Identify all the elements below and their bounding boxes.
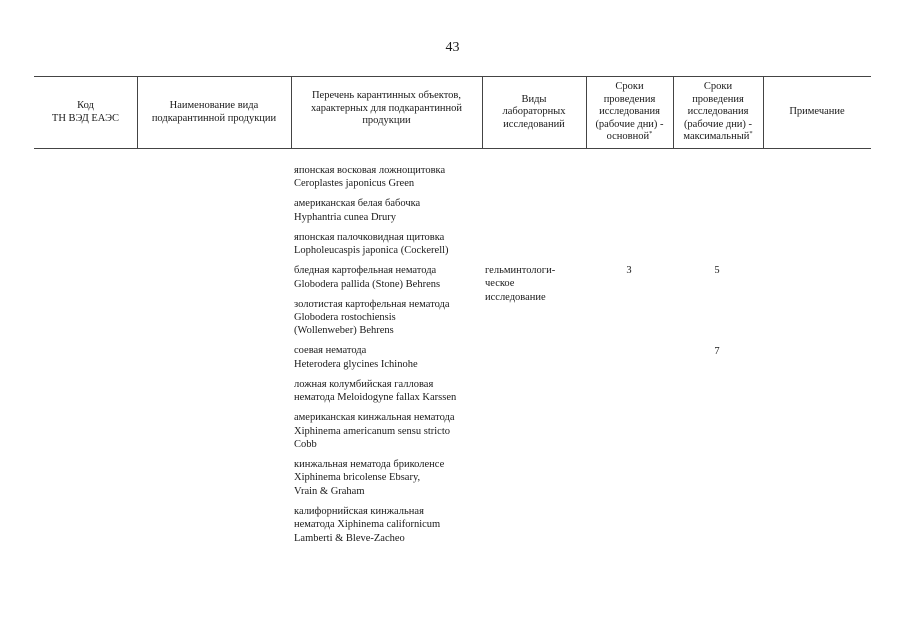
quarantine-object (294, 197, 484, 224)
object-line: калифорнийская кинжальная (294, 505, 424, 517)
header-quarantine-objects (291, 77, 482, 148)
quarantine-object (294, 378, 484, 405)
header-line: Сроки (703, 81, 733, 93)
object-line: Lopholeucaspis japonica (Cockerell) (294, 245, 449, 257)
object-line: американская кинжальная нематода (294, 412, 455, 424)
header-line: (рабочие дни) - (595, 118, 664, 130)
object-line: японская восковая ложнощитовка (294, 165, 446, 176)
quarantine-object (294, 344, 484, 371)
quarantine-object (294, 298, 484, 338)
header-line: исследования (687, 106, 749, 118)
object-line: Lamberti & Bleve-Zacheo (294, 532, 405, 544)
object-line: соевая нематода (294, 345, 367, 357)
object-line: золотистая картофельная нематода (294, 298, 450, 310)
object-line: Cobb (294, 439, 317, 451)
object-line: Xiphinema bricolense Ebsary, (294, 472, 421, 484)
quarantine-object (294, 458, 484, 498)
object-line: Ceroplastes japonicus Green (294, 178, 415, 190)
lab-type-line: ческое (485, 278, 515, 290)
header-note (763, 77, 871, 148)
object-line: нематода Xiphinema californicum (294, 519, 441, 531)
header-line: Перечень карантинных объектов, (311, 90, 462, 101)
header-line: характерных для подкарантинной (310, 102, 463, 114)
header-line: подкарантинной продукции (151, 112, 277, 124)
header-line: Сроки (615, 81, 644, 93)
object-line: кинжальная нематода бриколенсе (294, 459, 445, 471)
header-line: ТН ВЭД ЕАЭС (51, 112, 120, 124)
term-basic-value: 3 (626, 265, 632, 276)
header-line: продукции (362, 115, 411, 126)
quarantine-object (294, 505, 484, 545)
header-line: Примечание (789, 106, 845, 118)
footnote-mark: * (649, 130, 653, 138)
quarantine-object (294, 164, 484, 191)
object-line: японская палочковидная щитовка (294, 231, 445, 243)
object-line: Hyphantria cunea Drury (294, 211, 397, 223)
header-line: Код (77, 100, 94, 111)
header-lab-types (482, 77, 586, 148)
header-code (34, 77, 137, 148)
header-line: Наименование вида (169, 100, 259, 111)
term-max-value: 7 (714, 346, 720, 357)
object-line: Globodera pallida (Stone) Behrens (294, 278, 441, 290)
header-line: лабораторных (502, 106, 566, 118)
header-line: максимальный* (683, 130, 753, 143)
object-line: американская белая бабочка (294, 198, 421, 210)
quarantine-object (294, 411, 484, 451)
lab-type-cell (485, 264, 585, 304)
lab-type-line: исследование (485, 291, 546, 303)
page-number: 43 (445, 40, 460, 55)
object-line: ложная колумбийская галловая (294, 378, 434, 390)
object-line: Vrain & Graham (294, 485, 365, 497)
object-line: Globodera rostochiensis (294, 312, 396, 324)
footnote-mark: * (749, 130, 753, 138)
header-line: (рабочие дни) - (683, 118, 753, 130)
object-line: Xiphinema americanum sensu stricto (294, 425, 450, 437)
quarantine-objects-list (294, 164, 484, 552)
header-line: основной* (606, 130, 653, 143)
term-max-value: 5 (714, 265, 720, 276)
header-line: проведения (603, 93, 656, 105)
header-line: исследования (599, 106, 660, 118)
object-line: бледная картофельная нематода (294, 265, 437, 277)
object-line: Heterodera glycines Ichinohe (294, 358, 418, 370)
header-line: Виды (521, 93, 547, 105)
quarantine-object (294, 264, 484, 291)
header-line: исследований (503, 118, 565, 130)
header-term-basic (586, 77, 673, 148)
object-line: (Wollenweber) Behrens (294, 325, 394, 337)
table-header-bottom-border (34, 148, 871, 149)
object-line: нематода Meloidogyne fallax Karssen (294, 392, 457, 404)
header-line: проведения (692, 93, 744, 105)
lab-type-line: гельминтологи- (485, 265, 556, 276)
quarantine-object (294, 231, 484, 258)
header-term-max (673, 77, 763, 148)
header-product-name (137, 77, 291, 148)
